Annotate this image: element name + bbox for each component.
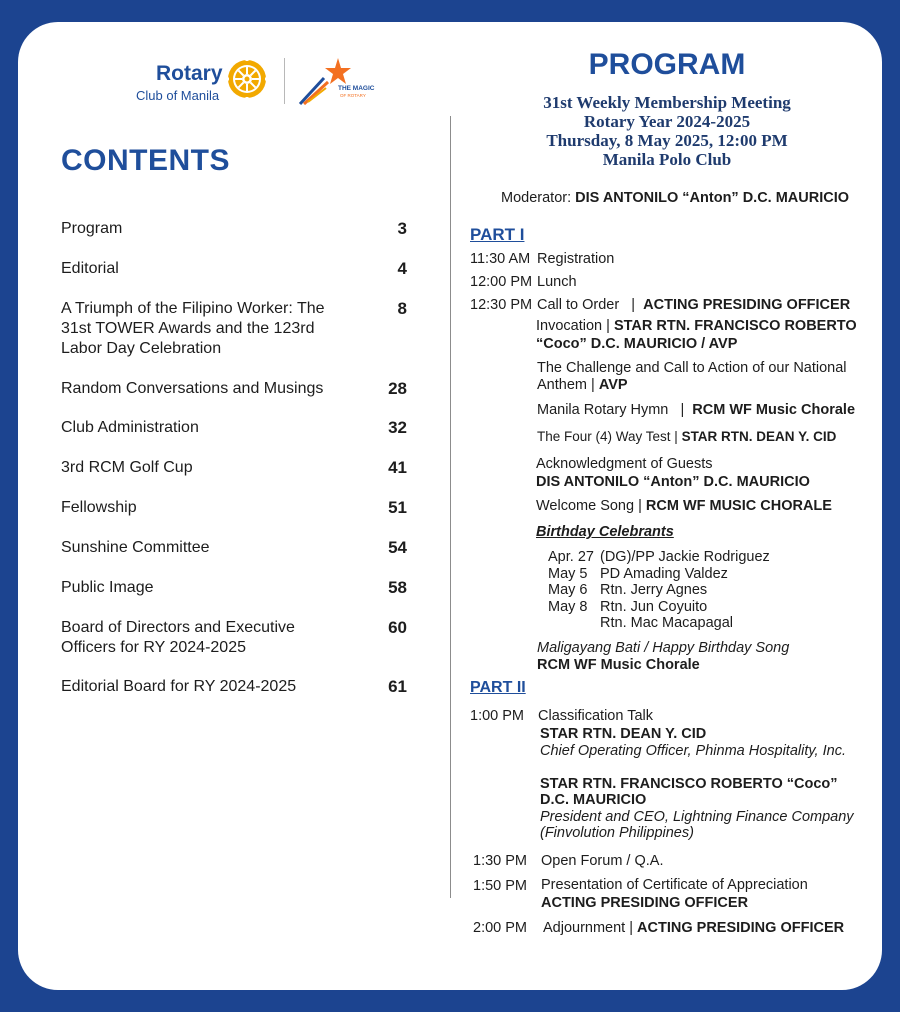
toc-item[interactable]	[61, 418, 407, 438]
invocation-label: Invocation |	[536, 318, 610, 334]
toc-item[interactable]	[61, 219, 407, 239]
moderator-name: DIS ANTONILO “Anton” D.C. MAURICIO	[575, 190, 850, 206]
toc-item-page: 58	[388, 578, 407, 597]
time-1230: 12:30 PM	[470, 297, 533, 313]
lunch-item: Lunch	[537, 274, 577, 290]
toc-item-title: Editorial	[61, 260, 119, 277]
separator: |	[631, 297, 636, 313]
toc-item-page: 61	[388, 677, 407, 696]
challenge-line2	[537, 377, 628, 394]
four-way-label: The Four (4) Way Test |	[537, 429, 678, 444]
toc-item-title: Random Conversations and Musings	[61, 380, 324, 397]
birthday-date: May 5	[548, 566, 588, 582]
toc-item-title: Program	[61, 220, 123, 237]
invocation-item	[536, 318, 857, 335]
birthday-date: May 6	[548, 582, 588, 598]
registration-item: Registration	[537, 251, 615, 267]
toc-item-page: 32	[388, 418, 407, 437]
time-1130: 11:30 AM	[470, 251, 531, 267]
logo-divider	[284, 58, 285, 104]
birthday-date: May 8	[548, 599, 588, 615]
hymn-item	[537, 402, 855, 419]
toc-item[interactable]	[61, 299, 407, 359]
toc-item-title: Editorial Board for RY 2024-2025	[61, 678, 297, 695]
time-130: 1:30 PM	[473, 853, 527, 869]
acknowledgment-label: Acknowledgment of Guests	[536, 456, 713, 472]
magic-sub-text: OF ROTARY	[340, 93, 366, 98]
four-way-leader: STAR RTN. DEAN Y. CID	[681, 429, 837, 444]
invocation-name-line1: STAR RTN. FRANCISCO ROBERTO	[613, 318, 857, 334]
toc-item-title: Sunshine Committee	[61, 539, 210, 556]
toc-item-page: 28	[388, 379, 407, 398]
part-one-heading: PART I	[470, 225, 525, 244]
birthday-name: Rtn. Mac Macapagal	[600, 615, 733, 631]
rotary-club-logo	[136, 56, 276, 106]
birthday-name: (DG)/PP Jackie Rodriguez	[600, 549, 770, 565]
birthday-name: Rtn. Jun Coyuito	[600, 599, 708, 615]
speaker-coco-title-line2: (Finvolution Philippines)	[540, 825, 694, 841]
call-to-order-label: Call to Order	[537, 297, 620, 313]
separator: |	[680, 402, 685, 418]
rotary-club-name: Club of Manila	[136, 88, 220, 103]
magic-of-rotary-logo	[298, 56, 388, 106]
toc-item[interactable]	[61, 538, 407, 558]
toc-item-title: Fellowship	[61, 499, 137, 516]
birthday-celebrants-heading: Birthday Celebrants	[536, 524, 674, 540]
toc-item[interactable]	[61, 578, 407, 598]
meeting-title: 31st Weekly Membership Meeting	[543, 93, 791, 112]
birthday-song-performer: RCM WF Music Chorale	[537, 657, 700, 673]
toc-item-title: Club Administration	[61, 419, 199, 436]
time-200: 2:00 PM	[473, 920, 527, 936]
birthday-song: Maligayang Bati / Happy Birthday Song	[537, 640, 790, 656]
welcome-song-label: Welcome Song |	[536, 498, 642, 514]
adjournment-item	[543, 920, 844, 937]
meeting-venue: Manila Polo Club	[602, 150, 732, 169]
challenge-line1: The Challenge and Call to Action of our National	[537, 360, 847, 376]
moderator-label: Moderator:	[501, 190, 572, 206]
birthday-date: Apr. 27	[548, 549, 594, 565]
time-100: 1:00 PM	[470, 708, 524, 724]
toc-item-page: 8	[397, 299, 407, 318]
toc-item[interactable]	[61, 259, 407, 279]
hymn-performer: RCM WF Music Chorale	[692, 402, 856, 418]
toc-item-title: Public Image	[61, 579, 154, 596]
toc-item[interactable]	[61, 677, 407, 697]
certificate-presenter: ACTING PRESIDING OFFICER	[541, 895, 749, 911]
classification-talk-item: Classification Talk	[538, 708, 653, 724]
rotary-wheel-icon	[226, 58, 268, 100]
speaker-coco-title-line1: President and CEO, Lightning Finance Company	[540, 809, 854, 825]
rotary-year: Rotary Year 2024-2025	[583, 112, 751, 131]
adjournment-label: Adjournment |	[543, 920, 634, 936]
toc-item-page: 4	[397, 259, 407, 278]
meeting-date: Thursday, 8 May 2025, 12:00 PM	[546, 131, 788, 150]
toc-item-page: 51	[388, 498, 407, 517]
toc-item[interactable]	[61, 498, 407, 518]
contents-title: CONTENTS	[61, 144, 230, 177]
toc-item-page: 54	[388, 538, 407, 557]
magic-text: THE MAGIC	[338, 85, 375, 92]
toc-item-title: A Triumph of the Filipino Worker: The 31st TOWER Awards and the 123rd Labor Day Celebration	[61, 300, 325, 357]
birthday-name: Rtn. Jerry Agnes	[600, 582, 708, 598]
toc-item-page: 3	[397, 219, 407, 238]
welcome-song-item	[536, 498, 832, 515]
certificate-item: Presentation of Certificate of Appreciation	[541, 877, 808, 893]
part-two-heading: PART II	[470, 679, 526, 696]
call-to-order-item	[537, 297, 850, 314]
speaker-coco-name-line1: STAR RTN. FRANCISCO ROBERTO “Coco”	[540, 776, 838, 792]
toc-item-title: Board of Directors and Executive Officers for RY 2024-2025	[61, 619, 295, 656]
rotary-wordmark: Rotary	[156, 62, 223, 85]
program-title: PROGRAM	[588, 48, 746, 81]
toc-item-page: 60	[388, 618, 407, 637]
moderator-line	[501, 190, 849, 207]
magic-star-icon	[298, 56, 388, 106]
time-1200: 12:00 PM	[470, 274, 533, 290]
welcome-song-performer: RCM WF MUSIC CHORALE	[645, 498, 832, 514]
call-to-order-officer: ACTING PRESIDING OFFICER	[643, 297, 851, 313]
speaker-dean-name: STAR RTN. DEAN Y. CID	[540, 726, 707, 742]
toc-item[interactable]	[61, 458, 407, 478]
anthem-avp: AVP	[598, 377, 628, 393]
anthem-label: Anthem |	[537, 377, 595, 393]
invocation-name-line2: “Coco” D.C. MAURICIO / AVP	[536, 336, 738, 352]
toc-item[interactable]	[61, 379, 407, 399]
hymn-label: Manila Rotary Hymn	[537, 402, 669, 418]
column-divider	[450, 116, 451, 898]
toc-item-title: 3rd RCM Golf Cup	[61, 459, 193, 476]
acknowledgment-name: DIS ANTONILO “Anton” D.C. MAURICIO	[536, 474, 810, 490]
toc-item-page: 41	[388, 458, 407, 477]
adjournment-officer: ACTING PRESIDING OFFICER	[637, 920, 845, 936]
birthday-name: PD Amading Valdez	[600, 566, 728, 582]
toc-item[interactable]	[61, 618, 407, 658]
time-150: 1:50 PM	[473, 878, 527, 894]
open-forum-item: Open Forum / Q.A.	[541, 853, 664, 869]
four-way-test-item	[537, 428, 836, 445]
speaker-dean-title: Chief Operating Officer, Phinma Hospitality, Inc.	[540, 743, 846, 759]
speaker-coco-name-line2: D.C. MAURICIO	[540, 792, 647, 808]
